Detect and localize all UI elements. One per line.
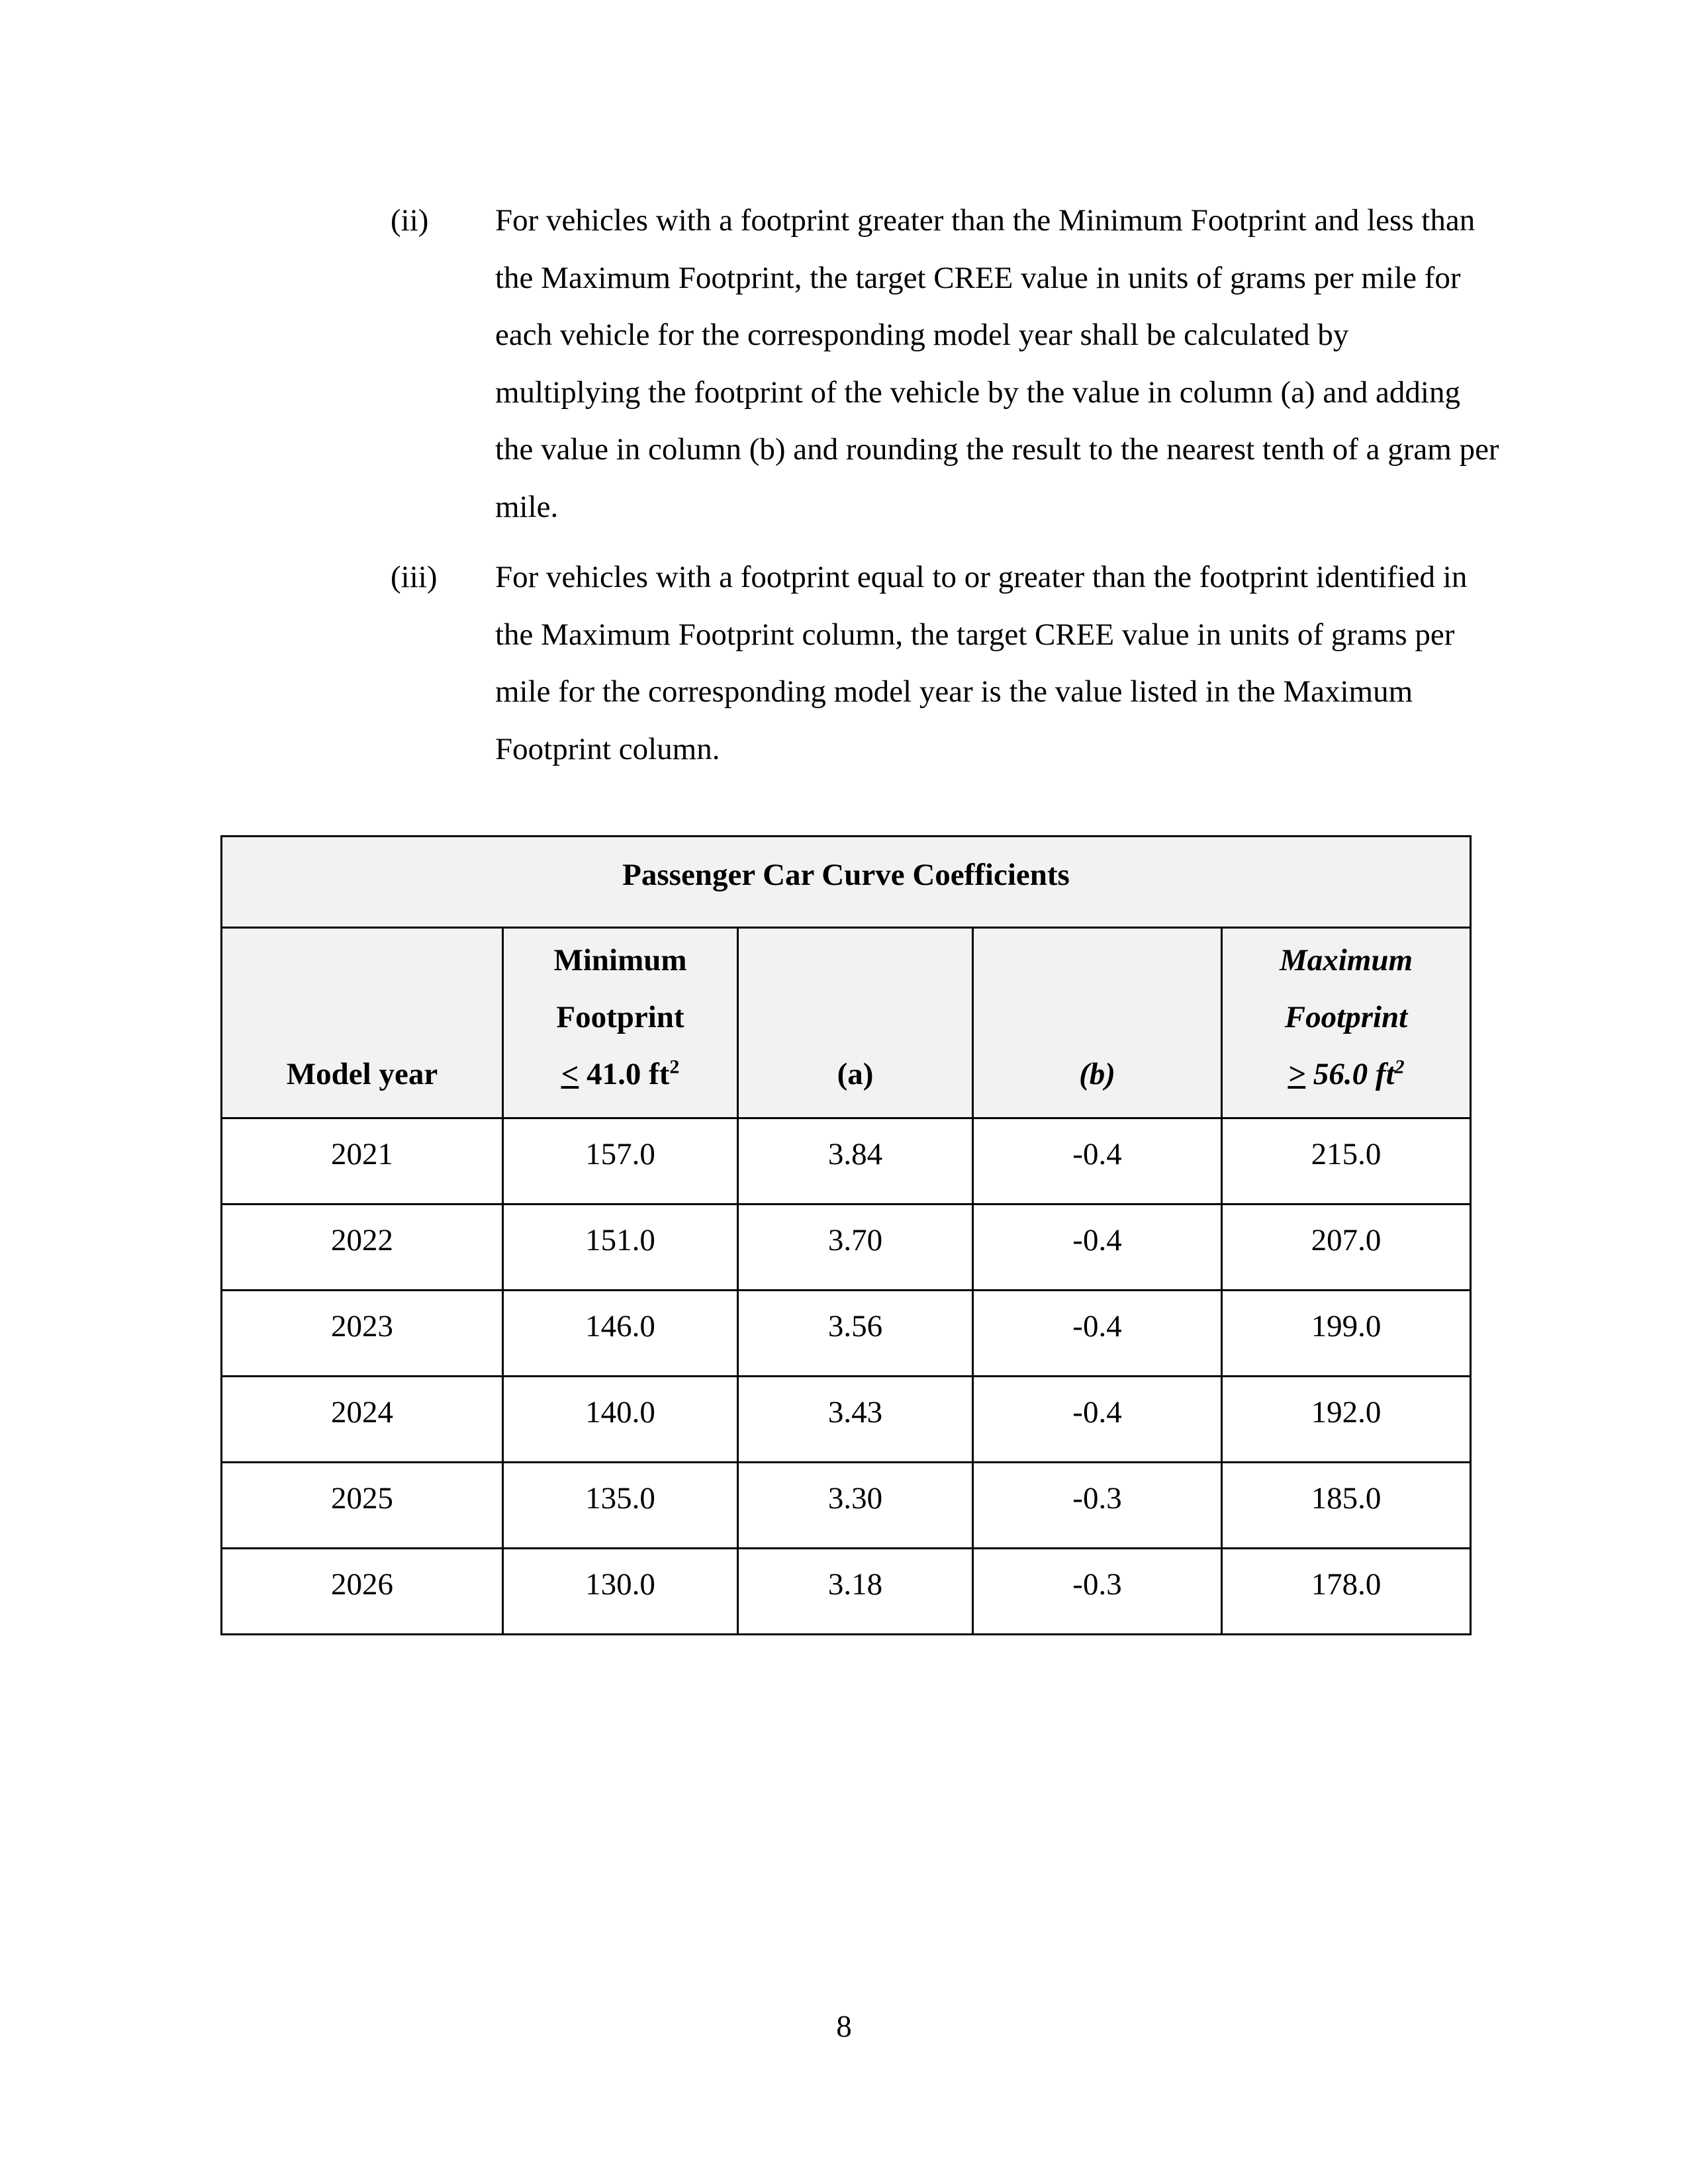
header-min-value: 41.0 ft	[579, 1057, 670, 1091]
cell-min-footprint: 157.0	[503, 1118, 738, 1205]
table-row	[222, 1118, 1471, 1205]
header-b-label: (b)	[1079, 1057, 1115, 1091]
header-max-line1: Maximum	[1279, 943, 1413, 978]
cell-b: -0.4	[973, 1205, 1222, 1291]
header-min-line1: Minimum	[553, 943, 687, 978]
less-than-equal-symbol: <	[561, 1057, 579, 1091]
greater-than-equal-symbol: >	[1288, 1057, 1306, 1091]
cell-a: 3.30	[738, 1463, 973, 1549]
table-row	[222, 1205, 1471, 1291]
cell-model-year: 2025	[222, 1463, 503, 1549]
cell-b: -0.3	[973, 1463, 1222, 1549]
cell-max-footprint: 185.0	[1222, 1463, 1471, 1549]
cell-model-year: 2024	[222, 1377, 503, 1463]
cell-b: -0.4	[973, 1118, 1222, 1205]
coefficients-table	[220, 835, 1472, 1635]
cell-a: 3.56	[738, 1291, 973, 1377]
header-maximum-footprint	[1222, 928, 1471, 1118]
header-a-label: (a)	[837, 1057, 874, 1091]
cell-model-year: 2023	[222, 1291, 503, 1377]
page-number: 8	[836, 2009, 852, 2044]
cell-min-footprint: 140.0	[503, 1377, 738, 1463]
table-title-row	[222, 837, 1471, 928]
header-max-line2: Footprint	[1284, 1000, 1408, 1034]
cell-model-year: 2021	[222, 1118, 503, 1205]
table-row	[222, 1463, 1471, 1549]
cell-min-footprint: 146.0	[503, 1291, 738, 1377]
header-model-year	[222, 928, 503, 1118]
header-min-exponent: 2	[669, 1056, 680, 1078]
cell-max-footprint: 192.0	[1222, 1377, 1471, 1463]
cell-a: 3.43	[738, 1377, 973, 1463]
paragraph-number: (iii)	[391, 560, 438, 594]
cell-max-footprint: 215.0	[1222, 1118, 1471, 1205]
cell-max-footprint: 178.0	[1222, 1549, 1471, 1635]
cell-a: 3.70	[738, 1205, 973, 1291]
header-b	[973, 928, 1222, 1118]
header-max-value: 56.0 ft	[1305, 1057, 1395, 1091]
header-minimum-footprint	[503, 928, 738, 1118]
header-a	[738, 928, 973, 1118]
table-row	[222, 1549, 1471, 1635]
header-min-line3	[504, 1046, 737, 1103]
table-title: Passenger Car Curve Coefficients	[222, 837, 1471, 928]
table-row	[222, 1291, 1471, 1377]
cell-max-footprint: 207.0	[1222, 1205, 1471, 1291]
paragraph-text: For vehicles with a footprint greater than the Minimum Footprint and less than the Maximum Footprint, the target CREE value in units of grams per mile for each vehicle for the corresponding model year shall be calculated by multiplying the footprint of the vehicle by the value in column (a) and adding the value in column (b) and rounding the result to the nearest tenth of a gram per mile.	[495, 203, 1499, 524]
cell-a: 3.18	[738, 1549, 973, 1635]
cell-min-footprint: 151.0	[503, 1205, 738, 1291]
paragraph-text: For vehicles with a footprint equal to or greater than the footprint identified in the Maximum Footprint column, the target CREE value in units of grams per mile for the corresponding model year is the value listed in the Maximum Footprint column.	[495, 560, 1468, 766]
cell-model-year: 2026	[222, 1549, 503, 1635]
cell-model-year: 2022	[222, 1205, 503, 1291]
cell-b: -0.3	[973, 1549, 1222, 1635]
header-model-year-label: Model year	[286, 1057, 438, 1091]
header-min-line2: Footprint	[556, 1000, 684, 1034]
cell-max-footprint: 199.0	[1222, 1291, 1471, 1377]
table-header-row	[222, 928, 1471, 1118]
cell-min-footprint: 135.0	[503, 1463, 738, 1549]
header-max-exponent: 2	[1394, 1056, 1405, 1078]
cell-b: -0.4	[973, 1377, 1222, 1463]
cell-a: 3.84	[738, 1118, 973, 1205]
cell-min-footprint: 130.0	[503, 1549, 738, 1635]
table-row	[222, 1377, 1471, 1463]
cell-b: -0.4	[973, 1291, 1222, 1377]
header-max-line3	[1223, 1046, 1470, 1103]
paragraph-number: (ii)	[391, 203, 429, 238]
